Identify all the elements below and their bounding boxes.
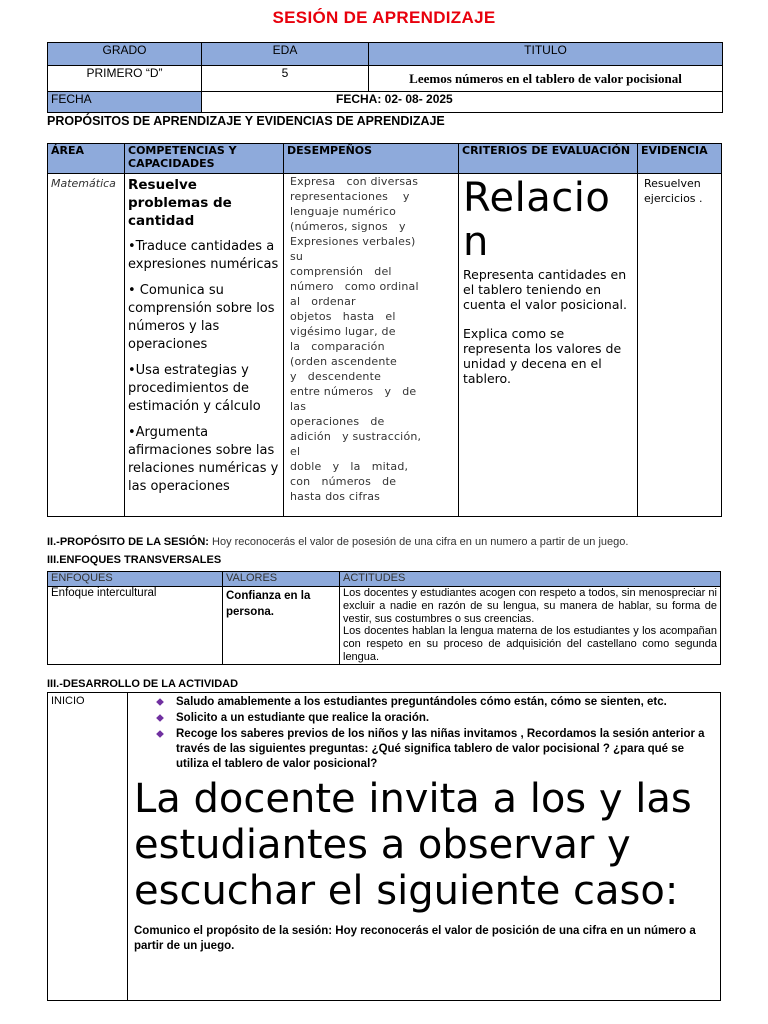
desempeno-line: vigésimo lugar, de: [290, 325, 396, 338]
bullet-item: [156, 711, 714, 727]
desempeno-line: doble y la mitad,: [290, 460, 409, 473]
desempeno-line: comprensión del: [290, 265, 392, 278]
criterios-header: CRITERIOS DE EVALUACIÓN: [459, 144, 638, 174]
fecha-label: FECHA: [48, 92, 202, 113]
capacidad-item: •Argumenta afirmaciones sobre las relaciones numéricas y las operaciones: [128, 425, 279, 494]
criterios-cell: [459, 174, 638, 517]
desarrollo-table: [47, 692, 721, 1001]
valores-header: VALORES: [223, 572, 340, 587]
bullet-item: [156, 727, 714, 772]
arrow-bullet-icon: ⯁: [156, 698, 164, 709]
propositos-table: [47, 143, 722, 517]
proposito-sesion-text: Hoy reconocerás el valor de posesión de una cifra en un numero a partir de un juego.: [208, 536, 629, 548]
evidencia-header: EVIDENCIA: [638, 144, 722, 174]
section-enfoques: III.ENFOQUES TRANSVERSALES: [47, 554, 222, 566]
desempeno-line: Expresa con diversas: [290, 175, 419, 188]
titulo-value: Leemos números en el tablero de valor pocisional: [369, 66, 723, 92]
desempeno-line: (orden ascendente: [290, 355, 398, 368]
desempeno-line: Expresiones verbales): [290, 235, 416, 248]
grado-header: GRADO: [48, 43, 202, 66]
invitation-text: La docente invita a los y las estudiantes a observar y escuchar el siguiente caso:: [134, 776, 692, 914]
desempeno-line: el: [290, 445, 301, 458]
bullet-text: Saludo amablemente a los estudiantes preguntándoles cómo están, cómo se sienten, etc.: [176, 696, 667, 708]
grado-value: PRIMERO “D”: [48, 66, 202, 92]
fecha-value: FECHA: 02- 08- 2025: [202, 92, 723, 113]
desempenos-header: DESEMPEÑOS: [284, 144, 459, 174]
capacidad-item: • Comunica su comprensión sobre los números y las operaciones: [128, 283, 275, 352]
desempeno-line: las: [290, 400, 307, 413]
criterio-item: Explica como se representa los valores de unidad y decena en el tablero.: [463, 326, 622, 386]
desempeno-line: lenguaje numérico: [290, 205, 396, 218]
desempeno-line: al ordenar: [290, 295, 356, 308]
arrow-bullet-icon: ⯁: [156, 730, 164, 741]
desempeno-line: con números de: [290, 475, 397, 488]
desempeno-line: (números, signos y: [290, 220, 406, 233]
titulo-header: TITULO: [369, 43, 723, 66]
area-header: ÁREA: [48, 144, 125, 174]
valor-value: Confianza en la persona.: [223, 587, 340, 665]
desempeno-line: objetos hasta el: [290, 310, 396, 323]
proposito-sesion: [47, 536, 628, 548]
desarrollo-content: [128, 693, 721, 1001]
fase-label: INICIO: [48, 693, 128, 1001]
actitud-item: Los docentes hablan la lengua materna de los estudiantes y los acompañan con respeto en su proceso de adquisición del castellano como segunda lengua.: [343, 625, 717, 663]
bullet-text: Solicito a un estudiante que realice la oración.: [176, 712, 430, 724]
enfoques-header: ENFOQUES: [48, 572, 223, 587]
evidencia-cell: Resuelven ejercicios .: [638, 174, 722, 517]
enfoque-value: Enfoque intercultural: [48, 587, 223, 665]
desempeno-line: representaciones y: [290, 190, 410, 203]
desempeno-line: y descendente: [290, 370, 382, 383]
capacidad-item: •Usa estrategias y procedimientos de estimación y cálculo: [128, 363, 261, 414]
desempeno-line: operaciones de: [290, 415, 385, 428]
competencias-header: COMPETENCIAS Y CAPACIDADES: [125, 144, 284, 174]
competencia-title: Resuelve problemas de cantidad: [128, 177, 232, 229]
actitud-item: Los docentes y estudiantes acogen con respeto a todos, sin menospreciar ni excluir a nadie en razón de su lengua, su manera de hablar, su forma de vestir, sus costumbres o sus creencias.: [343, 587, 717, 625]
desempenos-cell: [284, 174, 459, 517]
comunico-proposito: Comunico el propósito de la sesión: Hoy reconocerás el valor de posición de una cifra en un número a partir de un juego.: [134, 925, 696, 952]
desempeno-line: hasta dos cifras: [290, 490, 381, 503]
criterios-big-line: n: [463, 219, 489, 265]
actitudes-header: ACTITUDES: [340, 572, 721, 587]
arrow-bullet-icon: ⯁: [156, 714, 164, 725]
desempeno-line: número como ordinal: [290, 280, 419, 293]
page-title: SESIÓN DE APRENDIZAJE: [272, 8, 496, 27]
section-desarrollo: III.-DESARROLLO DE LA ACTIVIDAD: [47, 678, 239, 690]
criterios-big-line: Relacio: [463, 175, 611, 221]
bullet-text: Recoge los saberes previos de los niños y las niñas invitamos , Recordamos la sesión anterior a través de las siguientes preguntas: ¿Qué significa tablero de valor pocisional ? ¿para qué se utiliza el tablero de valor posicional?: [176, 728, 705, 770]
competencias-cell: [125, 174, 284, 517]
eda-header: EDA: [202, 43, 369, 66]
area-cell: Matemática: [48, 174, 125, 517]
capacidad-item: •Traduce cantidades a expresiones numéricas: [128, 239, 279, 272]
section-propositos: PROPÓSITOS DE APRENDIZAJE Y EVIDENCIAS DE APRENDIZAJE: [47, 114, 445, 128]
criterio-item: Representa cantidades en el tablero teniendo en cuenta el valor posicional.: [463, 267, 627, 312]
actitudes-cell: [340, 587, 721, 665]
desempeno-line: entre números y de: [290, 385, 417, 398]
bullet-item: [156, 695, 714, 711]
info-table: [47, 42, 723, 113]
eda-value: 5: [202, 66, 369, 92]
desempeno-line: adición y sustracción,: [290, 430, 422, 443]
proposito-sesion-label: II.-PROPÓSITO DE LA SESIÓN:: [47, 536, 209, 548]
enfoques-table: [47, 571, 721, 665]
desempeno-line: su: [290, 250, 304, 263]
desempeno-line: la comparación: [290, 340, 385, 353]
